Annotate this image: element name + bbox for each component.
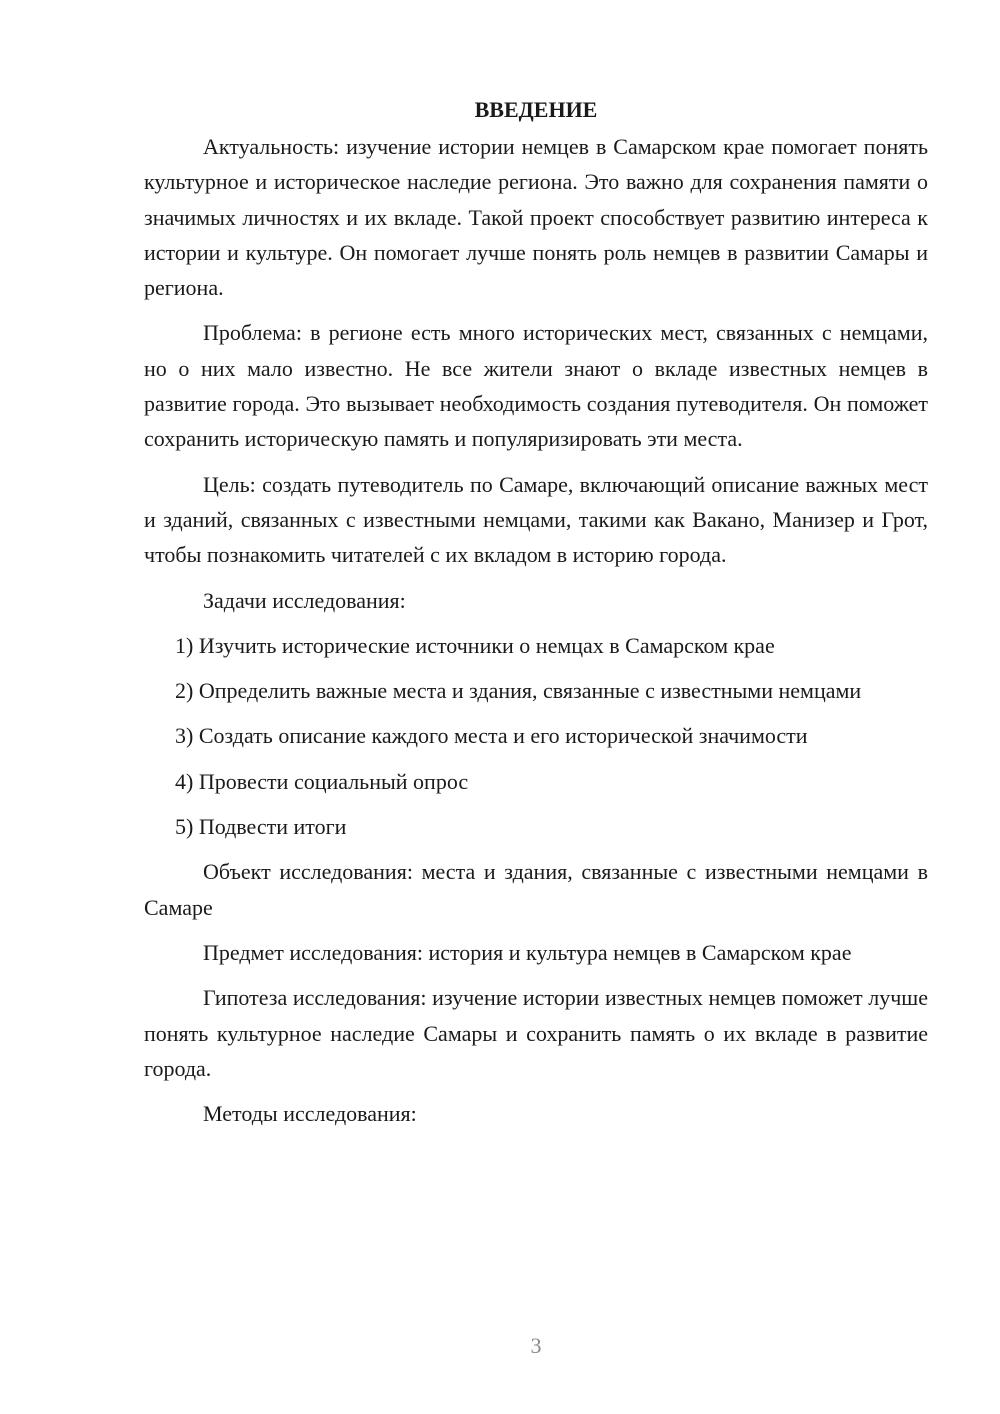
- task-item-3: 3) Создать описание каждого места и его исторической значимости: [175, 723, 808, 749]
- methods-title: Методы исследования:: [203, 1101, 417, 1127]
- task-item-5: 5) Подвести итоги: [175, 814, 347, 840]
- section-heading: ВВЕДЕНИЕ: [474, 97, 598, 122]
- task-item-2: 2) Определить важные места и здания, связанные с известными немцами: [175, 678, 862, 704]
- task-item-1: 1) Изучить исторические источники о немцах в Самарском крае: [175, 632, 775, 658]
- hypothesis-paragraph: Гипотеза исследования: изучение истории известных немцев поможет лучше понять культурное наследие Самары и сохранить память о их вкладе в развитие города.: [144, 985, 928, 1081]
- goal-paragraph: Цель: создать путеводитель по Самаре, включающий описание важных мест и зданий, связанных с известными немцами, такими как Вакано, Манизер и Грот, чтобы познакомить читателей с их вкладом в историю города.: [144, 471, 928, 568]
- document-page: [144, 95, 928, 1141]
- relevance-paragraph: Актуальность: изучение истории немцев в Самарском крае помогает понять культурное и историческое наследие региона. Это важно для сохранения памяти о значимых личностях и их вкладе. Такой проект способствует развитию интереса к истории и культуре. Он помогает лучше понять роль немцев в развитии Самары и региона.: [144, 134, 928, 301]
- task-item-4: 4) Провести социальный опрос: [175, 768, 469, 794]
- tasks-title: Задачи исследования:: [203, 587, 406, 613]
- subject-paragraph: Предмет исследования: история и культура немцев в Самарском крае: [203, 939, 852, 965]
- page-number: 3: [530, 1333, 542, 1358]
- problem-paragraph: Проблема: в регионе есть много исторических мест, связанных с немцами, но о них мало известно. Не все жители знают о вкладе известных немцев в развитие города. Это вызывает необходимость создания путеводителя. Он поможет сохранить историческую память и популяризировать эти места.: [144, 320, 928, 452]
- object-paragraph: Объект исследования: места и здания, связанные с известными немцами в Самаре: [144, 859, 928, 920]
